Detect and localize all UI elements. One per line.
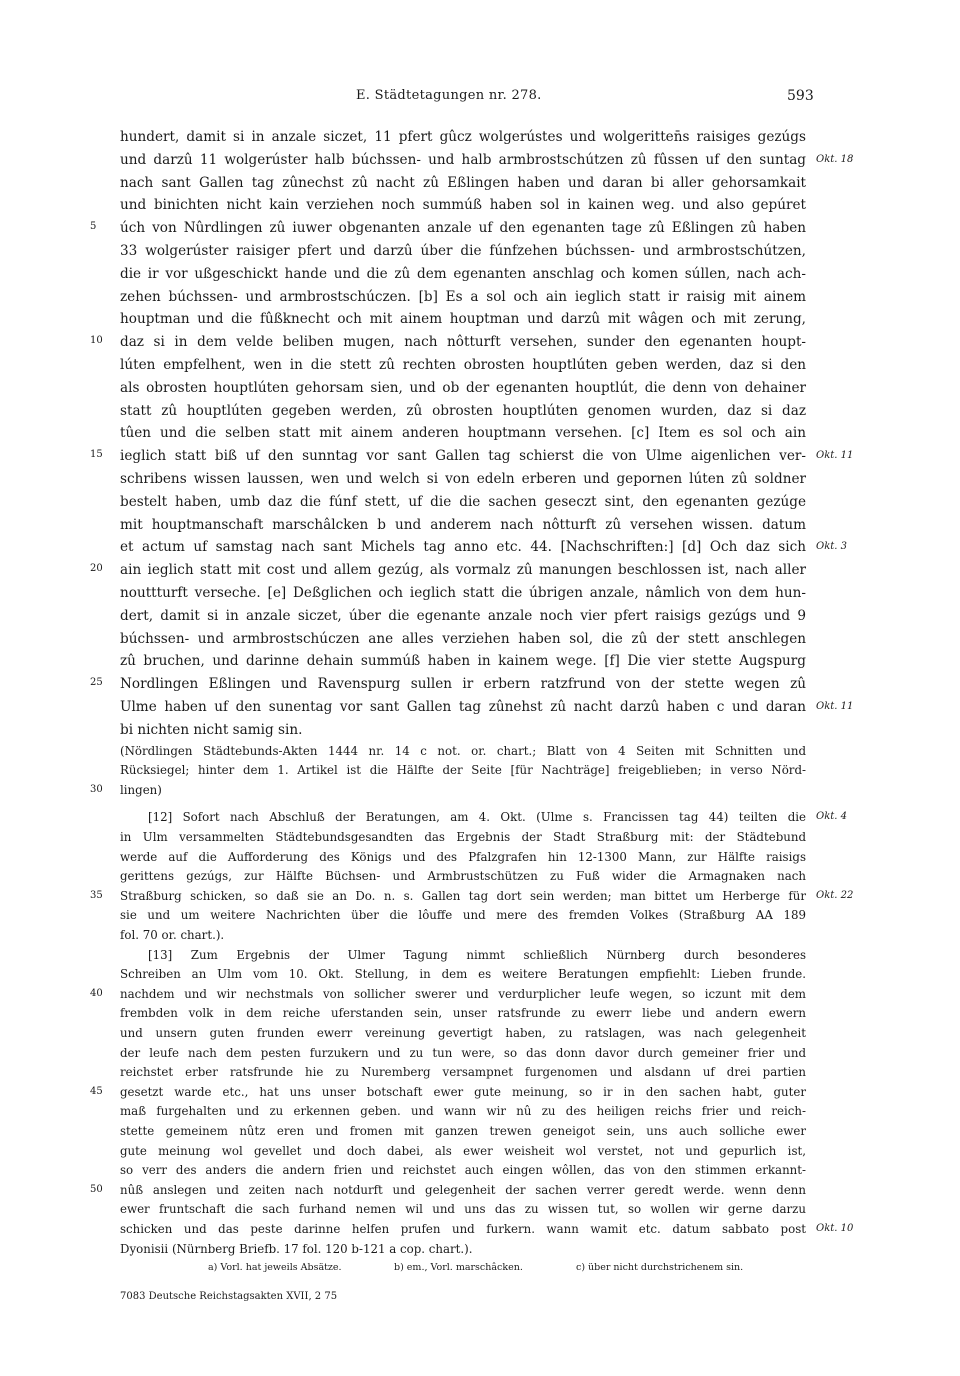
line-text: Rücksiegel; hinter dem 1. Artikel ist die Hälfte der Seite [für Nachträge] freigeblieben; in verso Nörd- bbox=[120, 763, 806, 778]
text-line bbox=[0, 809, 960, 827]
text-line bbox=[0, 401, 960, 423]
text-line bbox=[0, 1103, 960, 1121]
line-number: 15 bbox=[90, 449, 103, 461]
text-line bbox=[0, 1143, 960, 1161]
text-line bbox=[0, 782, 960, 800]
line-text: nouttturft verseche. [e] Deßglichen och ieglich statt die úbrigen anzale, nâmlich von dem hun- bbox=[120, 585, 806, 601]
text-line bbox=[0, 1084, 960, 1102]
line-text: [12] Sofort nach Abschluß der Beratungen, am 4. Okt. (Ulme s. Francissen tag 44) teilten die bbox=[148, 810, 806, 825]
text-line bbox=[0, 947, 960, 965]
text-line bbox=[0, 309, 960, 331]
line-text: (Nördlingen Städtebunds-Akten 1444 nr. 14 c not. or. chart.; Blatt von 4 Seiten mit Schnitten und bbox=[120, 743, 806, 758]
line-text: lúten empfelhent, wen in die stett zû rechten obrosten houptlúten geben werden, daz si den bbox=[120, 357, 806, 373]
line-number: 30 bbox=[90, 783, 103, 795]
text-line bbox=[0, 515, 960, 537]
text-line bbox=[0, 697, 960, 719]
line-text: sie und um weitere Nachrichten über die lôuffe und mere des fremden Volkes (Straßburg AA 189 bbox=[120, 908, 806, 923]
text-line bbox=[0, 868, 960, 886]
line-text: und darzû 11 wolgerúster halb búchssen- und halb armbrostschútzen zû fûssen uf den suntag bbox=[120, 151, 806, 168]
text-line bbox=[0, 446, 960, 468]
text-line bbox=[0, 1025, 960, 1043]
text-line bbox=[0, 1162, 960, 1180]
text-line bbox=[0, 150, 960, 172]
text-line bbox=[0, 966, 960, 984]
line-text: ieglich statt biß uf den sunntag vor sant Gallen tag schierst die von Ulme aigenlichen ver- bbox=[120, 448, 806, 465]
line-number: 5 bbox=[90, 221, 97, 233]
line-text: der leufe nach dem pesten furzukern und zu tun were, so das donn davor durch gemeiner frier und bbox=[120, 1045, 806, 1060]
footnote-a: a) Vorl. hat jeweils Absätze. bbox=[208, 1262, 342, 1273]
margin-date-note: Okt. 4 bbox=[816, 811, 847, 823]
line-text: bi nichten nicht samig sin. bbox=[120, 721, 303, 738]
line-number: 35 bbox=[90, 889, 103, 901]
line-text: in Ulm versammelten Städtebundsgesandten das Ergebnis der Stadt Straßburg mit: der Städtebund bbox=[120, 830, 806, 844]
line-text: stette gemeinem nûtz eren und fromen mit ganzen trewen geneigot sein, uns auch solliche ewer bbox=[120, 1124, 806, 1138]
text-line bbox=[0, 1064, 960, 1082]
margin-date-note: Okt. 11 bbox=[816, 450, 854, 462]
text-line bbox=[0, 560, 960, 582]
line-text: Straßburg schicken, so daß sie an Do. n. s. Gallen tag dort sein werden; man bittet um Herberge für bbox=[120, 888, 806, 903]
line-text: bestelt haben, umb daz die fúnf stett, uf die die sachen geseczt sint, den egenanten gezúge bbox=[120, 493, 806, 510]
line-text: nûß anslegen und zeiten nach notdurft und gelegenheit der sachen verrer geredt werde. wenn denn bbox=[120, 1182, 806, 1197]
line-text: gerittens gezúgs, zur Hälfte Büchsen- und Armbrustschützen zu Fuß wider die Armagnaken nach bbox=[120, 869, 806, 884]
line-text: und binichten nicht kain verziehen noch summúß haben sol in kainen weg. und also gepúret bbox=[120, 197, 806, 214]
text-line bbox=[0, 287, 960, 309]
line-text: fol. 70 or. chart.). bbox=[120, 928, 225, 942]
line-text: hundert, damit si in anzale siczet, 11 pfert gûcz wolgerústes und wolgeritten̄s raisiges gezúgs bbox=[120, 129, 806, 145]
line-text: zû bruchen, und darinne dehain summúß haben in kainem wege. [f] Die vier stette Augspurg bbox=[120, 653, 806, 670]
line-text: ain ieglich statt mit cost und allem gezúg, als vormalz zû manungen beschlossen ist, nach aller bbox=[120, 562, 806, 579]
line-text: Dyonisii (Nürnberg Briefb. 17 fol. 120 b-121 a cop. chart.). bbox=[120, 1241, 473, 1256]
text-line bbox=[0, 907, 960, 925]
line-number: 20 bbox=[90, 563, 103, 575]
line-text: ewer fruntschaft die sach furhand nemen wil und uns das zu wissen tut, so wollen wir gerne darzu bbox=[120, 1202, 806, 1217]
line-number: 25 bbox=[90, 677, 103, 689]
text-line bbox=[0, 1201, 960, 1219]
text-line bbox=[0, 492, 960, 514]
text-line bbox=[0, 127, 960, 149]
page-number: 593 bbox=[787, 88, 814, 104]
text-line bbox=[0, 720, 960, 742]
text-line bbox=[0, 849, 960, 867]
text-line bbox=[0, 743, 960, 761]
text-line bbox=[0, 332, 960, 354]
text-line bbox=[0, 1241, 960, 1259]
line-number: 45 bbox=[90, 1085, 103, 1097]
line-text: daz si in dem velde beliben mugen, nach nôtturft versehen, sunder den egenanten houpt- bbox=[120, 334, 806, 351]
text-line bbox=[0, 674, 960, 696]
signature-footer: 7083 Deutsche Reichstagsakten XVII, 2 75 bbox=[120, 1291, 338, 1302]
line-text: gute meinung wol gevellet und doch dabei, als ewer weisheit wol verstet, not und gepurlich ist, bbox=[120, 1143, 806, 1158]
line-text: statt zû houptlúten gegeben werden, zû obrosten houptlúten genomen wurden, daz si daz bbox=[120, 402, 806, 419]
line-text: mit houptmanschaft marschâlcken b und anderem nach nôtturft zû versehen wissen. datum bbox=[120, 516, 806, 533]
text-line bbox=[0, 469, 960, 491]
line-text: schribens wissen laussen, wen und welch si von edeln erberen und gepornen lúten zû soldner bbox=[120, 471, 806, 487]
line-text: nachdem und wir nechstmals von sollicher swerer und verdurplicher leufe wegen, so iczunt mit dem bbox=[120, 986, 806, 1001]
text-line bbox=[0, 986, 960, 1004]
footnote-c: c) über nicht durchstrichenem sin. bbox=[576, 1262, 744, 1273]
margin-date-note: Okt. 10 bbox=[816, 1223, 854, 1234]
text-line bbox=[0, 829, 960, 847]
running-title: E. Städtetagungen nr. 278. bbox=[356, 88, 542, 103]
line-text: zehen búchssen- und armbrostschúczen. [b] Es a sol och ain ieglich statt ir raisig mit ainem bbox=[120, 288, 806, 305]
text-line bbox=[0, 1123, 960, 1141]
running-header bbox=[0, 88, 960, 108]
line-text: gesetzt warde etc., hat uns unser botschaft ewer gute meinung, so ir in den sachen habt, guter bbox=[120, 1084, 806, 1099]
footnote-b: b) em., Vorl. marschâcken. bbox=[394, 1262, 523, 1273]
text-line bbox=[0, 1045, 960, 1063]
line-text: et actum uf samstag nach sant Michels tag anno etc. 44. [Nachschriften:] [d] Och daz sich bbox=[120, 539, 806, 556]
line-number: 50 bbox=[90, 1183, 103, 1195]
line-text: lingen) bbox=[120, 782, 162, 797]
line-text: so verr des anders die andern frien und reichstet auch eingen wôllen, das von den stimmen erkannt- bbox=[120, 1163, 806, 1178]
line-number: 10 bbox=[90, 335, 103, 347]
margin-date-note: Okt. 3 bbox=[816, 541, 847, 553]
text-line bbox=[0, 583, 960, 605]
line-number: 40 bbox=[90, 987, 103, 999]
text-line bbox=[0, 241, 960, 263]
line-text: nach sant Gallen tag zûnechst zû nacht zû Eßlingen haben und daran bi aller gehorsamkait bbox=[120, 174, 806, 191]
line-text: Schreiben an Ulm vom 10. Okt. Stellung, in dem es weitere Beratungen empfiehlt: Lieben frunde. bbox=[120, 967, 806, 982]
text-line bbox=[0, 537, 960, 559]
line-text: schicken und das peste darinne helfen prufen und furkern. wann wamit etc. datum sabbato post bbox=[120, 1222, 806, 1236]
text-line bbox=[0, 218, 960, 240]
text-line bbox=[0, 629, 960, 651]
text-line bbox=[0, 1005, 960, 1023]
margin-date-note: Okt. 22 bbox=[816, 889, 854, 901]
text-line bbox=[0, 651, 960, 673]
line-text: Ulme haben uf den sunentag vor sant Gallen tag zûnehst zû nacht darzû haben c und daran bbox=[120, 699, 806, 715]
line-text: werde auf die Aufforderung des Königs und des Pfalzgrafen hin 12-1300 Mann, zur Hälfte raisigs bbox=[120, 849, 806, 864]
line-text: die ir vor ußgeschickt hande und die zû dem egenanten anschlag och komen súllen, nach ach- bbox=[120, 265, 806, 282]
line-text: dert, damit si in anzale siczet, úber die egenante anzale noch vier pfert raisigs gezúgs und 9 bbox=[120, 607, 806, 624]
text-line bbox=[0, 1221, 960, 1239]
text-line bbox=[0, 1182, 960, 1200]
line-text: 33 wolgerúster raisiger pfert und darzû úber die fúnfzehen búchssen- und armbrostschútzen, bbox=[120, 243, 806, 259]
margin-date-note: Okt. 18 bbox=[816, 153, 854, 165]
line-text: frembden volk in dem reiche uferstanden sein, unser ratsfrunde zu ewerr liebe und andern ewern bbox=[120, 1006, 806, 1021]
text-line bbox=[0, 173, 960, 195]
margin-date-note: Okt. 11 bbox=[816, 701, 854, 712]
text-line bbox=[0, 355, 960, 377]
text-line bbox=[0, 606, 960, 628]
line-text: und unsern guten frunden ewerr vereinung gevertigt haben, zu ratslagen, was nach gelegenheit bbox=[120, 1026, 806, 1040]
text-line bbox=[0, 195, 960, 217]
line-text: úch von Nûrdlingen zû iuwer obgenanten anzale uf den egenanten tage zû Eßlingen zû haben bbox=[120, 220, 806, 237]
line-text: als obrosten houptlúten gehorsam sien, und ob der egenanten houptlút, die denn von dehainer bbox=[120, 379, 806, 396]
text-line bbox=[0, 378, 960, 400]
line-text: [13] Zum Ergebnis der Ulmer Tagung nimmt schließlich Nürnberg durch besonderes bbox=[148, 947, 806, 962]
text-line bbox=[0, 264, 960, 286]
line-text: houptman und die fûßknecht och mit ainem houptman und darzû mit wâgen och mit zerung, bbox=[120, 311, 806, 328]
line-text: reichstet erber ratsfrunde hie zu Nuremberg versampnet furgenomen und alsdann uf drei partien bbox=[120, 1065, 806, 1080]
footnotes bbox=[0, 1262, 960, 1278]
line-text: búchssen- und armbrostschúczen ane alles verziehen haben sol, die zû der stett anschlegen bbox=[120, 630, 806, 647]
text-line bbox=[0, 423, 960, 445]
text-line bbox=[0, 927, 960, 945]
line-text: maß furgehalten und zu erkennen geben. und wann wir nû zu des heiligen reichs frier und reich- bbox=[120, 1104, 806, 1119]
text-line bbox=[0, 888, 960, 906]
line-text: Nordlingen Eßlingen und Ravenspurg sullen ir erbern ratzfrund von der stette wegen zû bbox=[120, 676, 806, 693]
text-line bbox=[0, 762, 960, 780]
line-text: tûen und die selben statt mit ainem anderen houptmann versehen. [c] Item es sol och ain bbox=[120, 425, 806, 442]
